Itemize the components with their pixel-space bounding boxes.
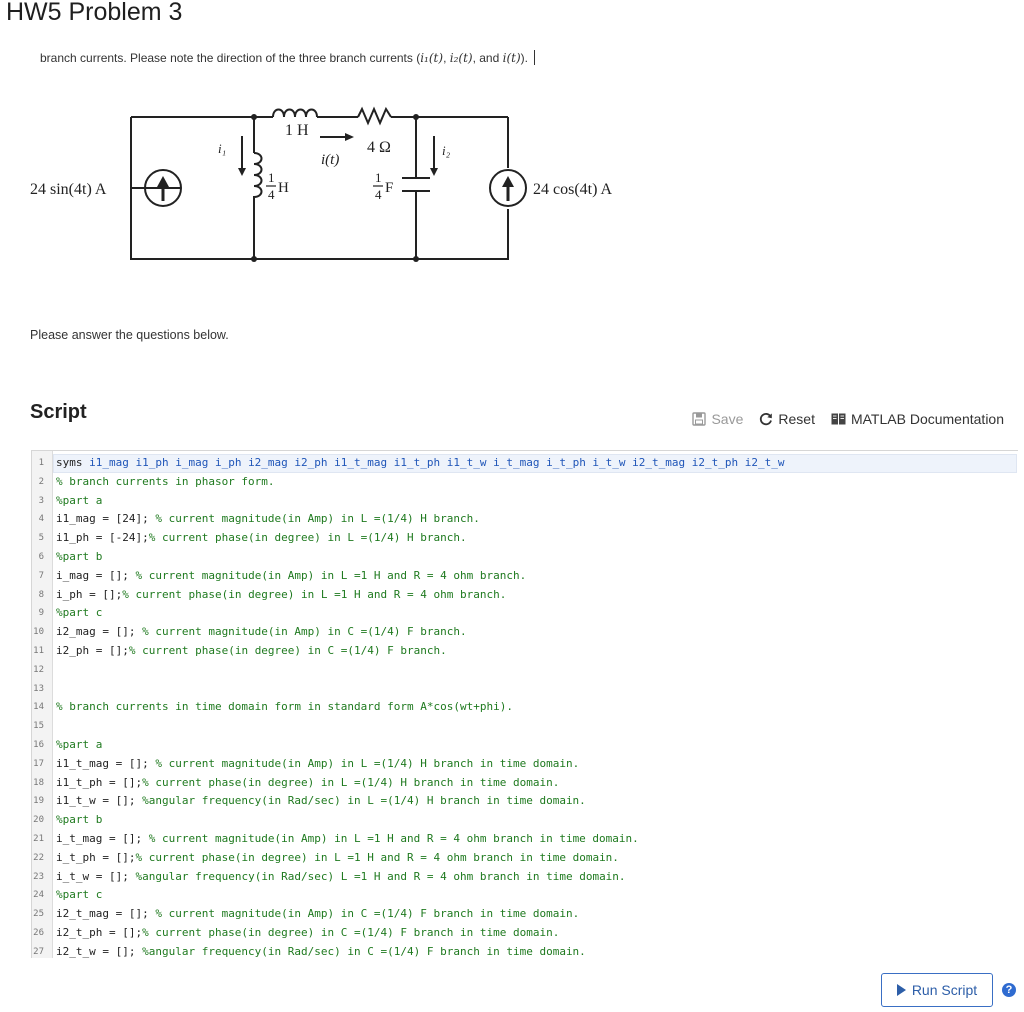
code-line[interactable]: [56, 736, 102, 755]
code-text: i1_t_mag = [];: [56, 756, 156, 770]
line-number: 9: [38, 608, 44, 619]
script-heading: Script: [30, 401, 87, 423]
description-separator: ,: [443, 51, 450, 65]
code-line[interactable]: [56, 830, 639, 849]
description-lead: branch currents. Please note the direction of the three branch currents (: [40, 51, 421, 65]
code-line[interactable]: [56, 510, 480, 529]
resistor: [358, 109, 391, 123]
code-comment: % current phase(in degree) in L =(1/4) H branch.: [148, 531, 467, 545]
inductor-left-denominator: 4: [268, 187, 275, 202]
code-line[interactable]: [56, 492, 102, 511]
line-number: 26: [33, 928, 44, 938]
line-number: 25: [33, 909, 44, 920]
inductor-top: [273, 110, 317, 118]
code-comment: %part c: [56, 888, 103, 902]
description-separator: , and: [472, 51, 503, 65]
line-number: 24: [33, 890, 44, 901]
code-text: i_mag = [];: [56, 568, 136, 582]
code-text: i2_mag = [];: [56, 625, 143, 639]
matlab-documentation-link[interactable]: [831, 411, 1004, 427]
current-i1-label: i₁(t): [420, 51, 444, 65]
code-comment: % current phase(in degree) in C =(1/4) F branch in time domain.: [142, 926, 560, 939]
inductor-left-unit: H: [278, 180, 289, 196]
code-line[interactable]: [56, 454, 785, 473]
inductor-left: [254, 153, 262, 208]
line-number: 14: [33, 702, 44, 713]
code-text: i2_t_w = [];: [56, 944, 143, 958]
code-line[interactable]: [56, 774, 559, 793]
current-i1-label: i₁: [218, 141, 227, 156]
capacitor: [402, 178, 430, 191]
code-line[interactable]: [56, 473, 275, 492]
code-line[interactable]: [56, 943, 586, 962]
code-keyword: syms: [56, 456, 83, 469]
resistor-label: 4 Ω: [367, 139, 391, 156]
code-line[interactable]: [56, 698, 513, 717]
code-text: i_ph = [];: [56, 587, 123, 601]
line-number: 16: [33, 740, 44, 750]
code-text: i2_ph = [];: [56, 644, 129, 657]
code-comment: % current phase(in degree) in C =(1/4) F branch.: [128, 644, 447, 657]
code-line[interactable]: [56, 529, 467, 548]
play-icon: [897, 984, 906, 996]
code-comment: %angular frequency(in Rad/sec) L =1 H and R = 4 ohm branch in time domain.: [135, 869, 626, 883]
code-comment: %part b: [56, 813, 103, 827]
line-number: 1: [38, 458, 44, 468]
code-line[interactable]: [56, 755, 579, 774]
save-button[interactable]: [692, 411, 743, 427]
inductor-top-label: 1 H: [285, 122, 309, 139]
code-editor[interactable]: [31, 450, 1018, 958]
run-script-label: Run Script: [911, 982, 978, 998]
code-line[interactable]: [56, 924, 559, 943]
line-number: 27: [33, 946, 44, 957]
line-number: 18: [33, 777, 44, 788]
current-i2-label: i₂(t): [449, 51, 473, 65]
code-text: [56, 456, 785, 469]
code-text: i2_t_ph = [];: [56, 926, 143, 939]
code-line[interactable]: [56, 548, 102, 567]
line-number: 2: [38, 476, 44, 487]
code-text: i1_t_w = [];: [56, 794, 143, 808]
code-variables: i1_mag i1_ph i_mag i_ph i2_mag i2_ph i1_t_mag i1_t_ph i1_t_w i_t_mag i_t_ph i_t_w i2_t_mag i2_t_ph i2_t_w: [82, 456, 785, 469]
current-i-label: i(t): [502, 51, 521, 65]
line-number: 17: [33, 758, 44, 769]
code-line[interactable]: [56, 567, 526, 586]
documentation-label: MATLAB Documentation: [850, 411, 1004, 427]
code-line[interactable]: [56, 868, 626, 887]
description-tail: ).: [520, 51, 528, 65]
line-number: 7: [38, 570, 44, 581]
save-label: Save: [711, 411, 744, 427]
code-text: i1_mag = [24];: [56, 512, 156, 526]
line-number: 15: [33, 721, 44, 732]
source-right-label: 24 cos(4t) A: [533, 181, 613, 198]
capacitor-unit: F: [385, 180, 394, 196]
current-i-label: i(t): [321, 152, 340, 168]
line-number: 21: [33, 834, 44, 844]
reset-button[interactable]: [759, 411, 815, 427]
reset-icon: [759, 412, 773, 426]
help-icon[interactable]: ?: [1002, 983, 1016, 997]
page-title: HW5 Problem 3: [6, 0, 183, 26]
circuit-diagram: [30, 90, 670, 270]
line-number: 10: [33, 627, 44, 638]
code-text: i_t_w = [];: [56, 869, 136, 883]
code-text: i_t_ph = [];: [56, 850, 136, 864]
code-comment: %part c: [56, 606, 103, 620]
inductor-left-numerator: 1: [268, 170, 275, 185]
code-comment: % current phase(in degree) in L =1 H and R = 4 ohm branch.: [122, 587, 507, 601]
code-comment: % current magnitude(in Amp) in L =1 H and R = 4 ohm branch.: [135, 568, 527, 582]
code-line[interactable]: [56, 849, 619, 868]
code-line[interactable]: [56, 604, 102, 623]
code-comment: % current phase(in degree) in L =1 H and R = 4 ohm branch in time domain.: [135, 850, 619, 864]
code-text: i1_ph = [-24];: [56, 531, 149, 545]
instructions-text: Please answer the questions below.: [30, 328, 229, 342]
line-number: 5: [38, 533, 44, 544]
code-line[interactable]: [56, 905, 579, 924]
line-number: 22: [33, 852, 44, 863]
run-script-button[interactable]: [881, 973, 993, 1007]
line-number: 23: [33, 871, 44, 882]
code-line[interactable]: [56, 623, 467, 642]
code-comment: % current magnitude(in Amp) in C =(1/4) F branch.: [142, 625, 467, 639]
reset-label: Reset: [778, 411, 815, 427]
capacitor-denominator: 4: [375, 187, 382, 202]
code-comment: %part a: [56, 738, 103, 751]
code-text: i2_t_mag = [];: [56, 907, 156, 921]
code-comment: % current phase(in degree) in L =(1/4) H branch in time domain.: [142, 775, 560, 789]
line-number: 6: [38, 552, 44, 562]
code-text: i1_t_ph = [];: [56, 775, 143, 789]
problem-description: [40, 50, 535, 65]
code-comment: % current magnitude(in Amp) in C =(1/4) F branch in time domain.: [155, 907, 580, 921]
code-line[interactable]: [56, 792, 586, 811]
code-comment: %part a: [56, 493, 103, 507]
line-number: 11: [33, 646, 44, 656]
code-comment: % branch currents in phasor form.: [56, 474, 275, 488]
code-text: i_t_mag = [];: [56, 832, 149, 845]
code-comment: % current magnitude(in Amp) in L =1 H and R = 4 ohm branch in time domain.: [148, 832, 639, 845]
code-comment: % branch currents in time domain form in standard form A*cos(wt+phi).: [56, 700, 513, 714]
book-icon: [831, 413, 846, 425]
line-number: 3: [38, 495, 44, 506]
line-number: 12: [33, 664, 44, 675]
code-line[interactable]: [56, 586, 506, 605]
line-number: 13: [33, 683, 44, 694]
save-icon: [692, 412, 706, 426]
current-i2-label: i₂: [442, 143, 451, 158]
line-number: 8: [38, 589, 44, 600]
capacitor-numerator: 1: [375, 170, 382, 185]
script-toolbar: [692, 409, 1004, 429]
line-number: 4: [38, 514, 44, 525]
code-comment: %part b: [56, 550, 103, 563]
code-comment: % current magnitude(in Amp) in L =(1/4) H branch in time domain.: [155, 756, 580, 770]
line-number-gutter: [32, 451, 53, 958]
code-comment: % current magnitude(in Amp) in L =(1/4) H branch.: [155, 512, 480, 526]
code-comment: %angular frequency(in Rad/sec) in C =(1/4) F branch in time domain.: [142, 944, 586, 958]
source-left-label: 24 sin(4t) A: [30, 181, 107, 198]
code-line[interactable]: [56, 886, 102, 905]
line-number: 20: [33, 815, 44, 826]
line-number: 19: [33, 796, 44, 807]
code-line[interactable]: [56, 642, 447, 661]
text-cursor: [534, 50, 535, 65]
code-line[interactable]: [56, 811, 102, 830]
code-comment: %angular frequency(in Rad/sec) in L =(1/4) H branch in time domain.: [142, 794, 586, 808]
